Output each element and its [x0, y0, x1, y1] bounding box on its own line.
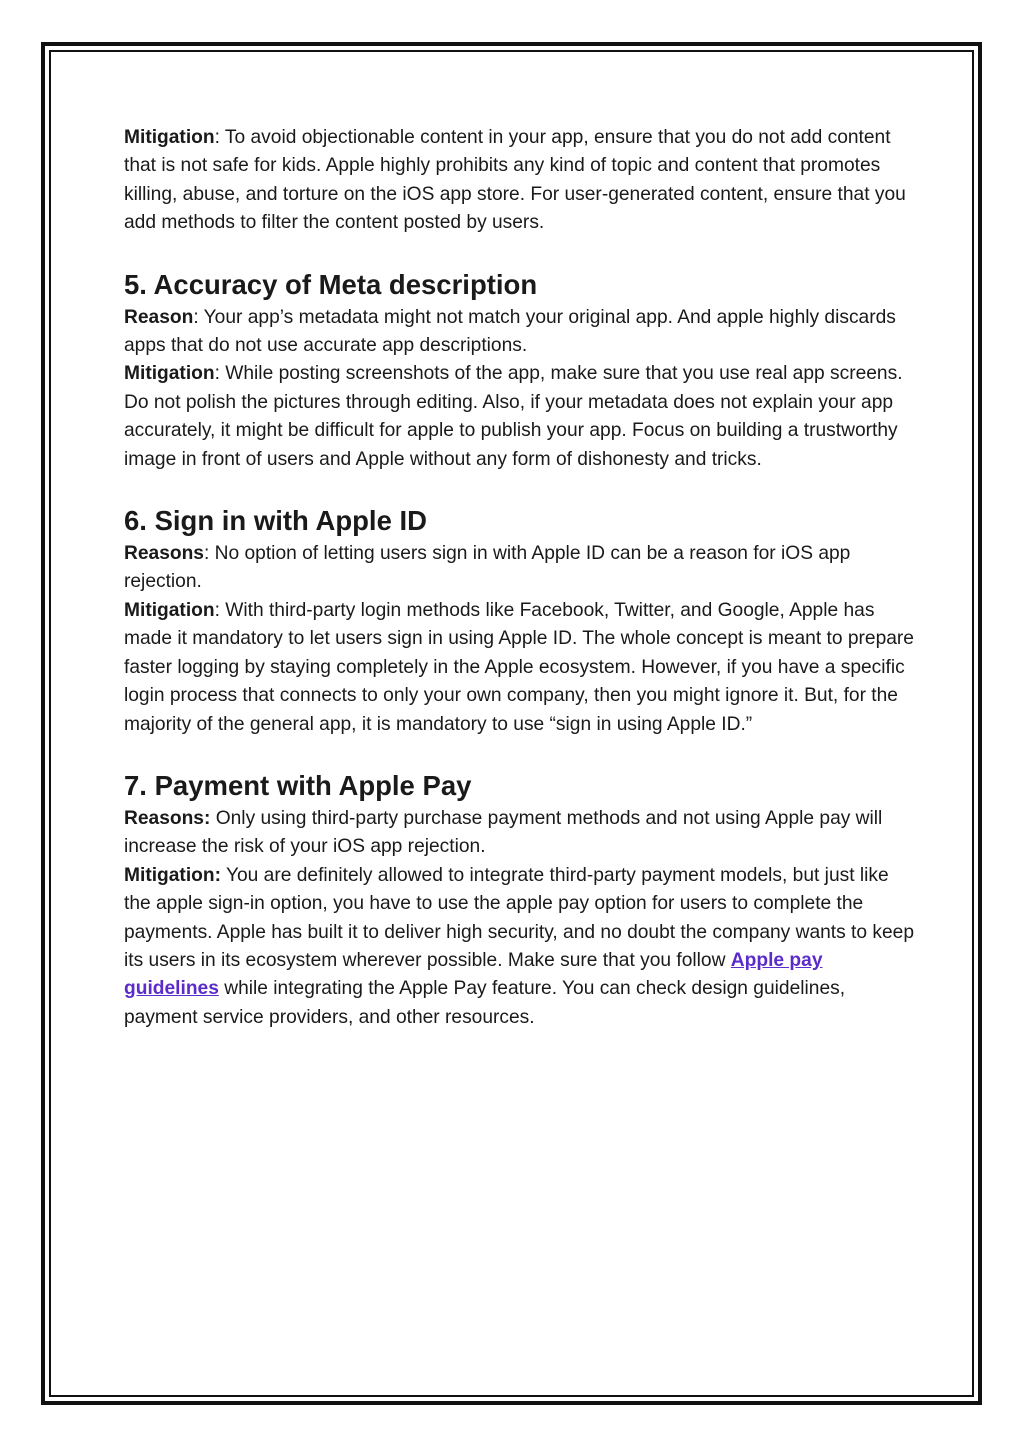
reason-label: Reasons: — [124, 807, 211, 829]
section-heading-meta-description: 5. Accuracy of Meta description — [124, 268, 538, 300]
section-heading-apple-pay: 7. Payment with Apple Pay — [124, 769, 472, 801]
mitigation-label: Mitigation — [124, 363, 215, 385]
reason-label: Reason — [124, 306, 194, 328]
document-body — [124, 124, 914, 1032]
mitigation-paragraph — [124, 360, 914, 474]
reason-text: : Your app’s metadata might not match your original app. And apple highly discards apps that do not use accurate app descriptions. — [124, 306, 896, 357]
reason-label: Reasons — [124, 543, 204, 565]
intro-mitigation-paragraph — [124, 124, 914, 238]
reason-paragraph — [124, 304, 914, 361]
mitigation-label: Mitigation — [124, 599, 215, 621]
apple-pay-guidelines-link[interactable]: Apple pay guidelines — [124, 949, 823, 1000]
mitigation-paragraph — [124, 597, 914, 739]
mitigation-label: Mitigation — [124, 127, 215, 148]
reason-text: : No option of letting users sign in with Apple ID can be a reason for iOS app rejection. — [124, 543, 851, 593]
mitigation-text-before-link: You are definitely allowed to integrate third-party payment models, but just like the apple sign-in option, you have to use the apple pay option for users to complete the payments. Apple has built it to deliver high security, and no doubt the company wants to keep its users in its ecosystem wherever possible. Make sure that you follow — [124, 864, 915, 971]
section-heading-sign-in-apple-id: 6. Sign in with Apple ID — [124, 505, 428, 537]
mitigation-label: Mitigation: — [124, 864, 221, 886]
mitigation-text: : With third-party login methods like Facebook, Twitter, and Google, Apple has made it mandatory to let users sign in using Apple ID. The whole concept is meant to prepare faster logging by staying completely in the Apple ecosystem. However, if you have a specific login process that connects to only your own company, then you might ignore it. But, for the majority of the general app, it is mandatory to use “sign in using Apple ID.” — [124, 599, 914, 735]
reason-paragraph — [124, 805, 914, 862]
mitigation-text: : To avoid objectionable content in your app, ensure that you do not add content that is not safe for kids. Apple highly prohibits any kind of topic and content that promotes killing, abuse, and torture on the iOS app store. For user-generated content, ensure that you add methods to filter the content posted by users. — [124, 127, 906, 234]
mitigation-text: : While posting screenshots of the app, make sure that you use real app screens. Do not polish the pictures through editing. Also, if your metadata does not explain your app accurately, it might be difficult for apple to publish your app. Focus on building a trustworthy image in front of users and Apple without any form of dishonesty and tricks. — [124, 363, 903, 470]
mitigation-text-after-link: while integrating the Apple Pay feature. You can check design guidelines, payment service providers, and other resources. — [124, 978, 846, 1028]
reason-paragraph — [124, 540, 914, 597]
reason-text: Only using third-party purchase payment methods and not using Apple pay will increase the risk of your iOS app rejection. — [124, 807, 883, 858]
mitigation-paragraph — [124, 862, 914, 1032]
